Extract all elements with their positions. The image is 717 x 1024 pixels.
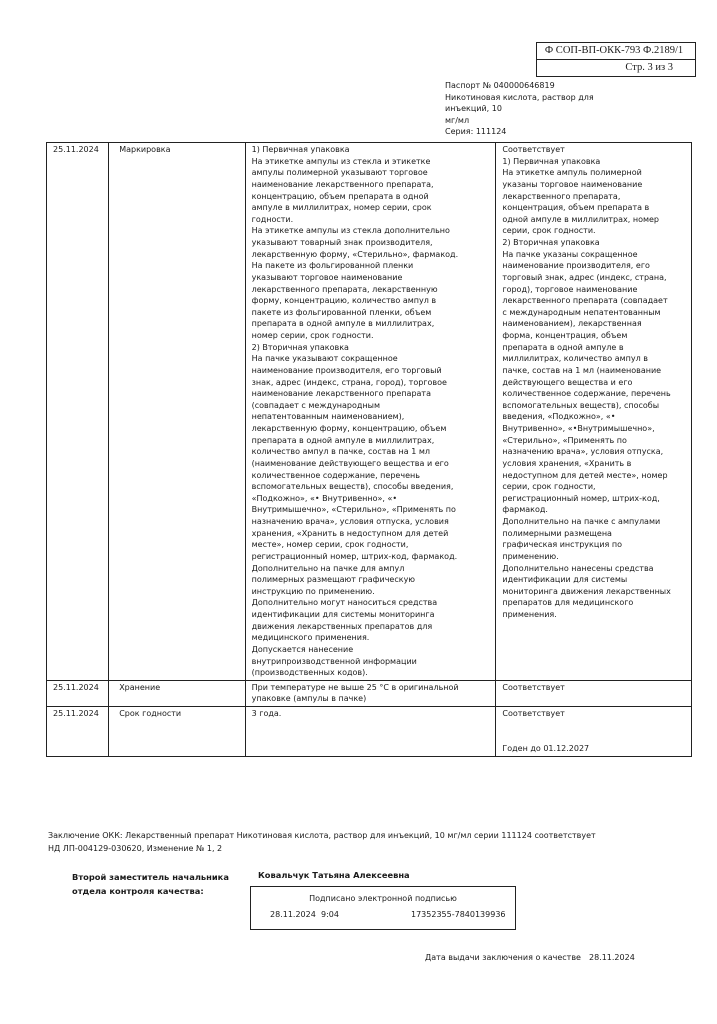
result-line: вспомогательных веществ), способы xyxy=(502,400,660,410)
result-line: графическая инструкция по xyxy=(502,540,622,550)
result-line: назначению врача», условия отпуска, xyxy=(502,447,664,457)
requirement-line: препарата в одной ампуле в миллилитрах, xyxy=(251,319,435,329)
requirement-line: На этикетке ампулы из стекла и этикетке xyxy=(251,156,431,166)
requirement-line: номер серии, срок годности. xyxy=(251,331,374,340)
result-line: применению. xyxy=(502,551,559,561)
table-row xyxy=(47,680,692,706)
requirement-line: (совпадает с международным xyxy=(251,400,381,410)
esign-date: 28.11.2024 xyxy=(270,910,316,919)
result-line: полимерными размещена xyxy=(502,528,612,538)
result-line: препарата в одной ампуле в xyxy=(502,342,624,352)
test-indicator: Маркировка xyxy=(109,143,245,681)
conclusion-line2: НД ЛП-004129-030620, Изменение № 1, 2 xyxy=(48,844,223,853)
result-line xyxy=(502,731,687,743)
result-line: наименование производителя, его xyxy=(502,261,650,271)
requirement-line: На пакете из фольгированной пленки xyxy=(251,261,414,271)
requirement-cell xyxy=(245,707,496,757)
issue-date: 28.11.2024 xyxy=(588,953,635,962)
requirement-line: Допускается нанесение xyxy=(251,644,354,654)
result-line: 2) Вторичная упаковка xyxy=(502,238,600,247)
requirement-line: (производственных кодов). xyxy=(251,668,368,678)
requirement-line: полимерных размещают графическую xyxy=(251,575,416,585)
signer-position-line1: Второй заместитель начальника xyxy=(72,872,229,882)
requirement-line: (наименование действующего вещества и его xyxy=(251,458,449,468)
requirement-line: ампулы полимерной указывают торговое xyxy=(251,168,428,178)
result-line: указаны торговое наименование xyxy=(502,179,643,189)
test-indicator: Срок годности xyxy=(109,707,245,757)
esign-code: 17352355-7840139936 xyxy=(411,910,506,919)
requirement-line: инструкцию по применению. xyxy=(251,586,375,596)
requirement-line: количество ампул в пачке, состав на 1 мл xyxy=(251,447,430,457)
requirement-line: Внутримышечно», «Стерильно», «Применять по xyxy=(251,505,456,515)
result-line: торговый знак, адрес (индекс, страна, xyxy=(502,272,667,282)
requirement-line: На этикетке ампулы из стекла дополнительно xyxy=(251,226,450,236)
result-line: миллилитрах, количество ампул в xyxy=(502,354,648,364)
form-code-box xyxy=(536,42,696,77)
result-line: На пачке указаны сокращенное xyxy=(502,249,638,259)
requirement-line: пакете из фольгированной пленки, объем xyxy=(251,307,432,317)
esign-title: Подписано электронной подписью xyxy=(309,894,457,903)
issue-date-label: Дата выдачи заключения о качестве xyxy=(425,953,581,962)
result-line: одной ампуле в миллилитрах, номер xyxy=(502,214,659,224)
test-date: 25.11.2024 xyxy=(47,143,109,681)
result-line: форма, концентрация, объем xyxy=(502,331,628,340)
conclusion xyxy=(48,829,608,855)
requirement-line: непатентованным наименованием), xyxy=(251,412,405,422)
result-line: Дополнительно на пачке с ампулами xyxy=(502,517,661,526)
result-line: препаратов для медицинского xyxy=(502,598,634,608)
result-line: мониторинга движения лекарственных xyxy=(502,586,671,596)
result-cell xyxy=(496,707,692,757)
result-line: серии, срок годности, xyxy=(502,482,596,492)
result-line: введения, «Подкожно», «• xyxy=(502,412,616,422)
test-date: 25.11.2024 xyxy=(47,680,109,706)
requirement-line: годности. xyxy=(251,214,294,224)
conclusion-line1: Заключение ОКК: Лекарственный препарат Никотиновая кислота, раствор для инъекций, 10 мг/мл серии 111124 соответствует xyxy=(48,831,596,840)
requirement-line: Дополнительно могут наноситься средства xyxy=(251,598,438,608)
requirement-line: наименование производителя, его торговый xyxy=(251,365,442,375)
form-code: Ф СОП-ВП-ОКК-793 Ф.2189/1 xyxy=(544,45,684,56)
passport-number: Паспорт № 040000646819 xyxy=(445,81,555,90)
issue-date-line xyxy=(425,953,635,962)
requirement-line: «Подкожно», «• Внутривенно», «• xyxy=(251,493,398,503)
result-line: город), торговое наименование xyxy=(502,284,638,294)
requirement-line: назначению врача», условия отпуска, условия xyxy=(251,517,449,526)
requirement-cell xyxy=(245,143,496,681)
requirement-line: количественное содержание, перечень xyxy=(251,470,420,480)
requirement-line: Дополнительно на пачке для ампул xyxy=(251,563,405,573)
result-line: действующего вещества и его xyxy=(502,377,633,387)
result-line: количественное содержание, перечень xyxy=(502,389,671,399)
result-line: Соответствует xyxy=(502,682,565,692)
result-line: применения. xyxy=(502,610,557,619)
result-line: Годен до 01.12.2027 xyxy=(502,743,590,753)
requirement-line: внутрипроизводственной информации xyxy=(251,656,417,666)
result-line: Внутривенно», «•Внутримышечно», xyxy=(502,424,655,433)
requirement-line: упаковке (ампулы в пачке) xyxy=(251,694,367,704)
result-line: Соответствует xyxy=(502,145,565,154)
result-line: идентификации для системы xyxy=(502,575,628,585)
requirement-line: наименование лекарственного препарата, xyxy=(251,179,434,189)
requirement-line: концентрацию, объем препарата в одной xyxy=(251,191,429,201)
requirement-line: регистрационный номер, штрих-код, фармакод. xyxy=(251,551,458,561)
result-line: «Стерильно», «Применять по xyxy=(502,435,627,445)
result-line: концентрация, объем препарата в xyxy=(502,203,650,213)
requirement-line: лекарственную форму, «Стерильно», фармакод. xyxy=(251,249,459,259)
result-line: 1) Первичная упаковка xyxy=(502,156,601,166)
result-line: Соответствует xyxy=(502,709,565,718)
esign-time: 9:04 xyxy=(321,910,339,919)
requirement-line: указывают торговое наименование xyxy=(251,272,403,282)
requirement-line: На пачке указывают сокращенное xyxy=(251,354,398,364)
test-indicator: Хранение xyxy=(109,680,245,706)
result-line: фармакод. xyxy=(502,505,548,515)
result-line: недоступном для детей месте», номер xyxy=(502,470,668,480)
result-line xyxy=(502,720,687,732)
product-name-line1: Никотиновая кислота, раствор для инъекций, 10 xyxy=(445,92,594,113)
requirement-line: 1) Первичная упаковка xyxy=(251,145,350,154)
signer-position xyxy=(72,870,229,898)
requirement-line: лекарственную форму, концентрацию, объем xyxy=(251,424,447,433)
requirement-line: При температуре не выше 25 °С в оригинальной xyxy=(251,682,459,692)
requirement-line: 3 года. xyxy=(251,709,282,718)
result-line: регистрационный номер, штрих-код, xyxy=(502,493,660,503)
result-line: На этикетке ампуль полимерной xyxy=(502,168,642,178)
requirement-line: лекарственного препарата, лекарственную xyxy=(251,284,438,294)
result-line: условия хранения, «Хранить в xyxy=(502,458,632,468)
result-line: лекарственного препарата, xyxy=(502,191,621,201)
requirement-line: медицинского применения. xyxy=(251,633,370,643)
test-date: 25.11.2024 xyxy=(47,707,109,757)
requirement-line: вспомогательных веществ), способы введения, xyxy=(251,482,454,492)
requirement-line: наименование лекарственного препарата xyxy=(251,389,431,399)
result-line: наименованием), лекарственная xyxy=(502,319,642,329)
result-line: лекарственного препарата (совпадает xyxy=(502,296,668,306)
requirement-line: знак, адрес (индекс, страна, город), торговое xyxy=(251,377,447,387)
result-line: Дополнительно нанесены средства xyxy=(502,563,654,573)
requirement-line: хранения, «Хранить в недоступном для детей xyxy=(251,528,449,538)
requirement-line: препарата в одной ампуле в миллилитрах, xyxy=(251,435,435,445)
result-cell xyxy=(496,143,692,681)
results-table xyxy=(46,142,692,757)
product-name-line2: мг/мл xyxy=(445,115,470,125)
requirement-line: движения лекарственных препаратов для xyxy=(251,621,433,631)
table-row xyxy=(47,143,692,681)
result-line: серии, срок годности. xyxy=(502,226,596,236)
series-number: Серия: 111124 xyxy=(445,127,507,136)
requirement-line: 2) Вторичная упаковка xyxy=(251,342,349,352)
signer-position-line2: отдела контроля качества: xyxy=(72,886,204,896)
table-row xyxy=(47,707,692,757)
requirement-line: форму, концентрацию, количество ампул в xyxy=(251,296,437,306)
result-line: с международным непатентованным xyxy=(502,307,661,317)
requirement-line: указывают товарный знак производителя, xyxy=(251,238,433,247)
electronic-signature-stamp xyxy=(250,886,516,930)
requirement-line: ампуле в миллилитрах, номер серии, срок xyxy=(251,203,432,213)
requirement-cell xyxy=(245,680,496,706)
result-cell xyxy=(496,680,692,706)
requirement-line: месте», номер серии, срок годности, xyxy=(251,540,409,550)
passport-info xyxy=(445,80,635,138)
result-line: пачке, состав на 1 мл (наименование xyxy=(502,365,662,375)
signer-name: Ковальчук Татьяна Алексеевна xyxy=(258,870,410,880)
requirement-line: идентификации для системы мониторинга xyxy=(251,610,435,619)
page-number: Стр. 3 из 3 xyxy=(537,59,695,76)
